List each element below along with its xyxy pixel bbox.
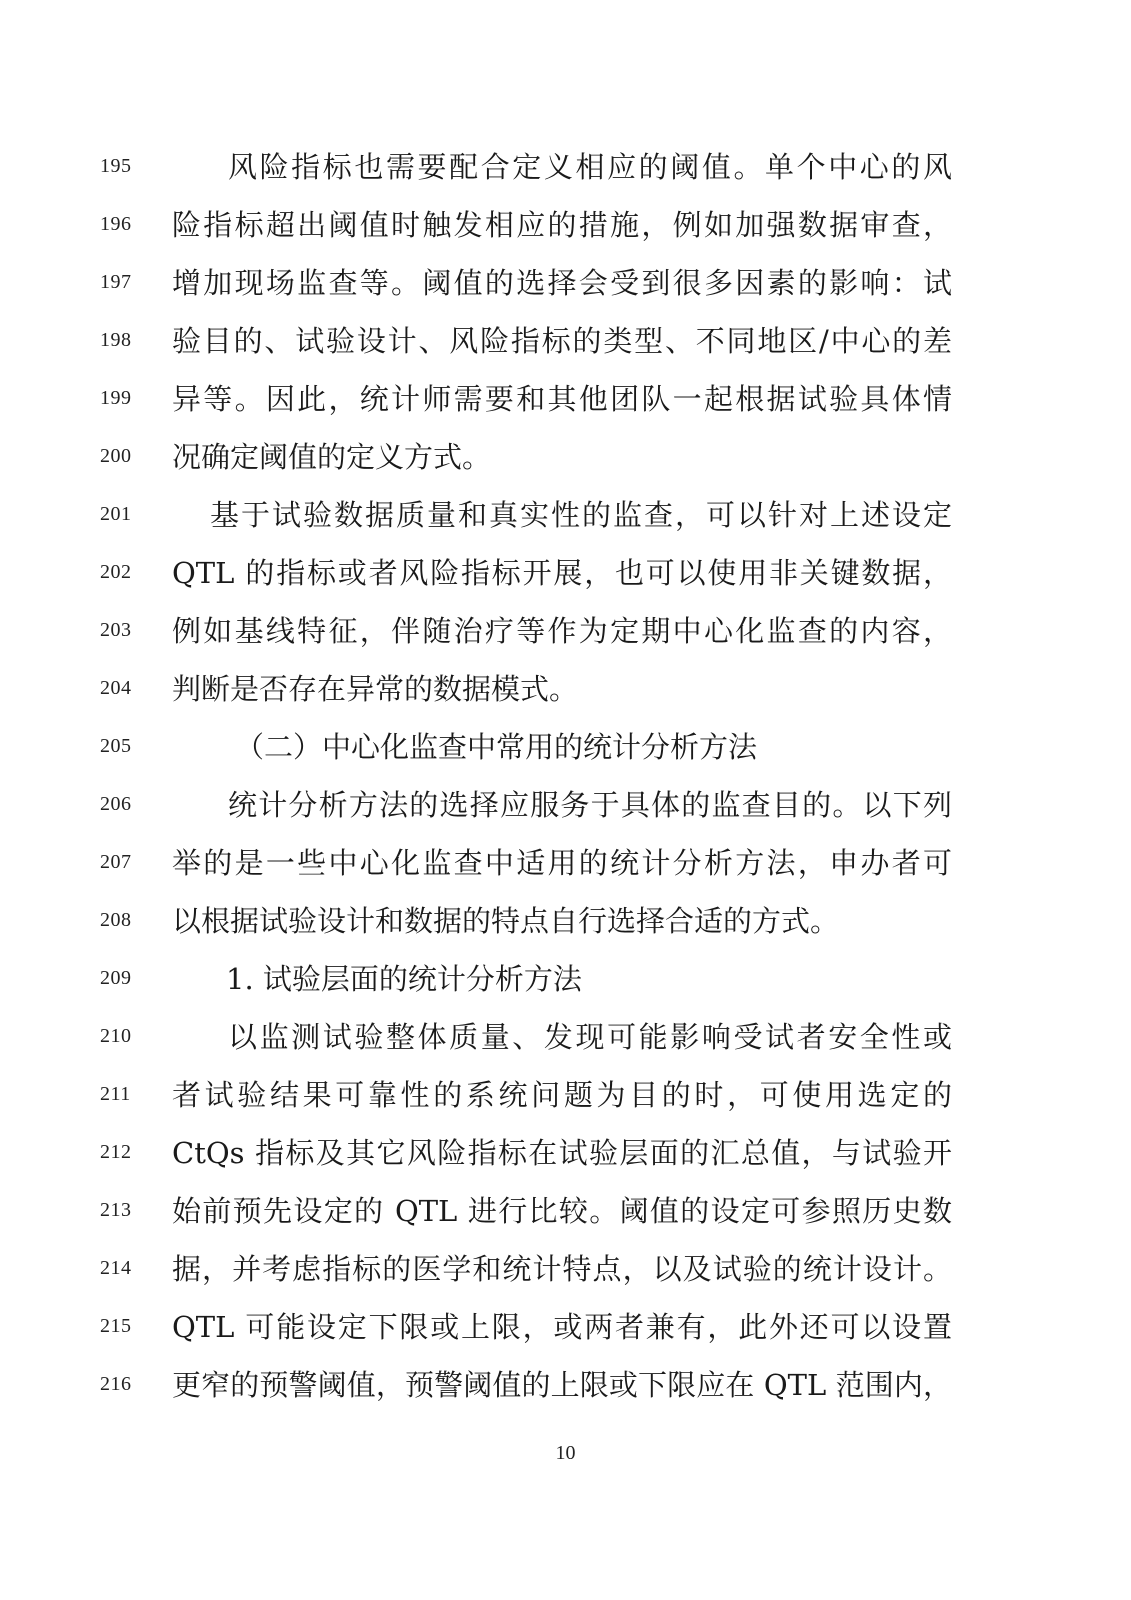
- text-line: [0, 205, 1131, 245]
- line-text: 例如基线特征，伴随治疗等作为定期中心化监查的内容，: [172, 614, 952, 648]
- text-line: [0, 1365, 1131, 1405]
- line-number: 214: [100, 1257, 132, 1279]
- line-number: 204: [100, 677, 132, 699]
- text-line: [0, 553, 1131, 593]
- text-line: [0, 1017, 1131, 1057]
- text-line: [0, 611, 1131, 651]
- line-number: 198: [100, 329, 132, 351]
- line-number: 196: [100, 213, 132, 235]
- line-text: CtQs 指标及其它风险指标在试验层面的汇总值，与试验开: [172, 1136, 952, 1170]
- line-number: 199: [100, 387, 132, 409]
- text-line: [0, 843, 1131, 883]
- line-text: 基于试验数据质量和真实性的监查，可以针对上述设定: [210, 498, 952, 532]
- line-text: 异等。因此，统计师需要和其他团队一起根据试验具体情: [172, 382, 952, 416]
- line-text: 者试验结果可靠性的系统问题为目的时，可使用选定的: [172, 1078, 952, 1112]
- text-line: [0, 669, 1131, 709]
- line-number: 207: [100, 851, 132, 873]
- subsection-heading-line: [0, 959, 1131, 999]
- text-line: [0, 1307, 1131, 1347]
- text-line: [0, 495, 1131, 535]
- text-line: [0, 321, 1131, 361]
- line-number: 209: [100, 967, 132, 989]
- line-text: 举的是一些中心化监查中适用的统计分析方法，申办者可: [172, 846, 952, 880]
- text-line: [0, 263, 1131, 303]
- line-number: 212: [100, 1141, 132, 1163]
- text-line: [0, 1191, 1131, 1231]
- line-text: 况确定阈值的定义方式。: [172, 440, 492, 474]
- line-text: QTL 的指标或者风险指标开展，也可以使用非关键数据，: [172, 556, 952, 590]
- line-text: 增加现场监查等。阈值的选择会受到很多因素的影响：试: [172, 266, 952, 300]
- section-heading: （二）中心化监查中常用的统计分析方法: [235, 730, 758, 764]
- section-heading-line: [0, 727, 1131, 767]
- text-line: [0, 437, 1131, 477]
- line-number: 215: [100, 1315, 132, 1337]
- subsection-heading: 1. 试验层面的统计分析方法: [226, 962, 582, 996]
- line-number: 210: [100, 1025, 132, 1047]
- line-number: 213: [100, 1199, 132, 1221]
- line-number: 202: [100, 561, 132, 583]
- line-text: 始前预先设定的 QTL 进行比较。阈值的设定可参照历史数: [172, 1194, 952, 1228]
- line-number: 197: [100, 271, 132, 293]
- line-text: 据，并考虑指标的医学和统计特点，以及试验的统计设计。: [172, 1252, 952, 1286]
- text-line: [0, 379, 1131, 419]
- text-line: [0, 1249, 1131, 1289]
- text-line: [0, 785, 1131, 825]
- line-text: 验目的、试验设计、风险指标的类型、不同地区/中心的差: [172, 324, 952, 358]
- line-number: 200: [100, 445, 132, 467]
- line-text: QTL 可能设定下限或上限，或两者兼有，此外还可以设置: [172, 1310, 952, 1344]
- line-text: 更窄的预警阈值，预警阈值的上限或下限应在 QTL 范围内，: [172, 1368, 952, 1402]
- page-number: 10: [555, 1442, 576, 1464]
- line-text: 风险指标也需要配合定义相应的阈值。单个中心的风: [228, 150, 952, 184]
- text-line: [0, 1075, 1131, 1115]
- line-number: 206: [100, 793, 132, 815]
- line-text: 以监测试验整体质量、发现可能影响受试者安全性或: [228, 1020, 952, 1054]
- text-line: [0, 901, 1131, 941]
- line-text: 统计分析方法的选择应服务于具体的监查目的。以下列: [228, 788, 952, 822]
- line-text: 以根据试验设计和数据的特点自行选择合适的方式。: [172, 904, 840, 938]
- line-number: 216: [100, 1373, 132, 1395]
- line-text: 判断是否存在异常的数据模式。: [172, 672, 579, 706]
- line-text: 险指标超出阈值时触发相应的措施，例如加强数据审查，: [172, 208, 952, 242]
- line-number: 201: [100, 503, 132, 525]
- text-line: [0, 147, 1131, 187]
- text-line: [0, 1133, 1131, 1173]
- line-number: 203: [100, 619, 132, 641]
- line-number: 208: [100, 909, 132, 931]
- line-number: 195: [100, 155, 132, 177]
- line-number: 211: [100, 1083, 131, 1105]
- line-number: 205: [100, 735, 132, 757]
